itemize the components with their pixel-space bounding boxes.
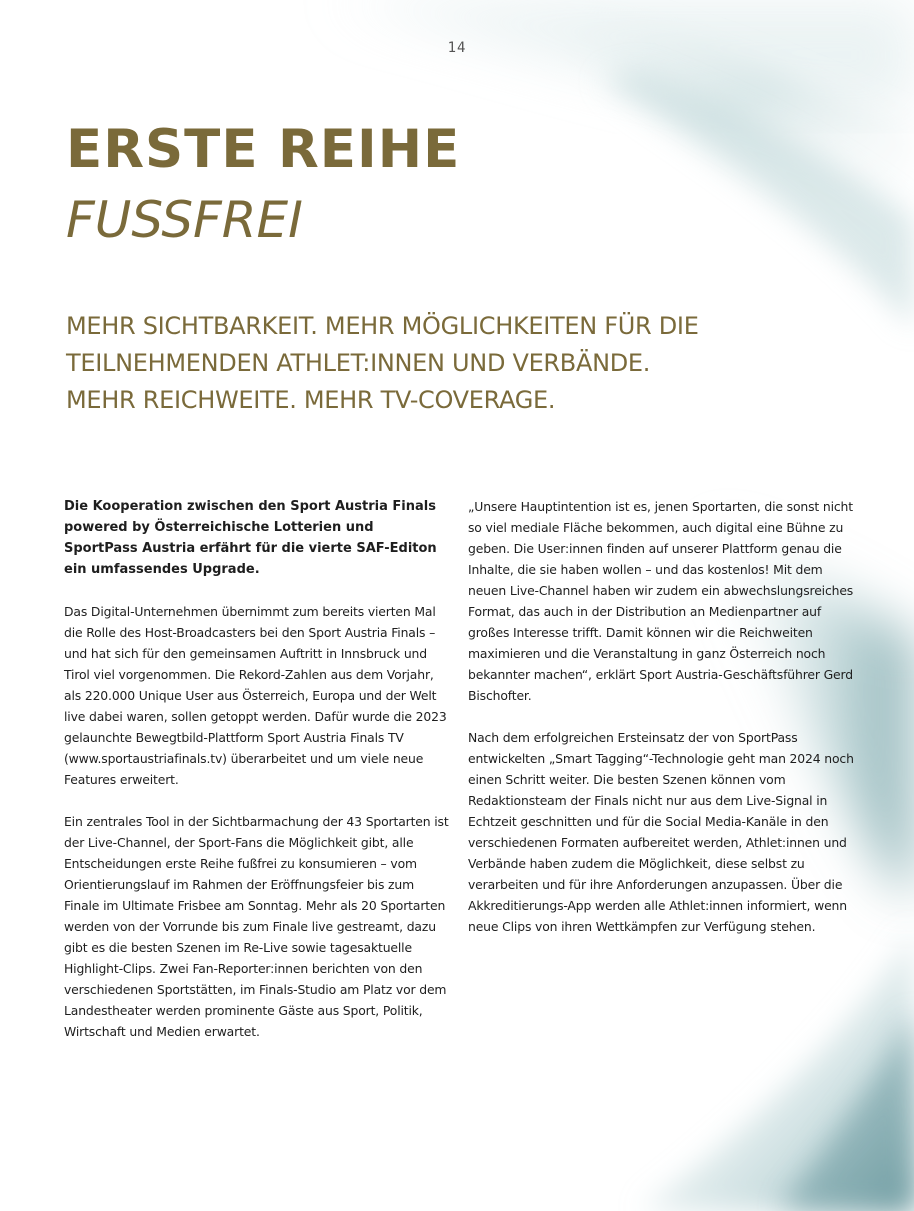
lead-line: MEHR REICHWEITE. MEHR TV-COVERAGE. bbox=[66, 386, 556, 414]
body-paragraph: Ein zentrales Tool in der Sichtbarmachung der 43 Sportarten ist der Live-Channel, der Sport-Fans die Möglichkeit gibt, alle Entscheidungen erste Reihe fußfrei zu konsumieren – vom Orientierungslauf im Rahmen der Eröffnungsfeier bis zum Finale im Ultimate Frisbee am Sonntag. Mehr als 20 Sportarten werden von der Vorrunde bis zum Finale live gestreamt, dazu gibt es die besten Szenen im Re-Live sowie tagesaktuelle Highlight-Clips. Zwei Fan-Reporter:innen berichten von den verschiedenen Sportstätten, im Finals-Studio am Platz vor dem Landestheater werden prominente Gäste aus Sport, Politik, Wirtschaft und Medien erwartet. bbox=[64, 814, 449, 1039]
lead-statement bbox=[66, 308, 826, 419]
left-column bbox=[64, 496, 450, 1063]
page-title: ERSTE REIHE bbox=[66, 119, 461, 180]
lead-line: MEHR SICHTBARKEIT. MEHR MÖGLICHKEITEN FÜR DIE bbox=[66, 312, 699, 340]
right-column bbox=[468, 496, 860, 958]
page-subtitle: FUSSFREI bbox=[66, 191, 303, 249]
intro-paragraph: Die Kooperation zwischen den Sport Austria Finals powered by Österreichische Lotterien und SportPass Austria erfährt für die vierte SAF-Editon ein umfassendes Upgrade. bbox=[64, 499, 437, 577]
page-number: 14 bbox=[447, 40, 467, 56]
body-paragraph: Das Digital-Unternehmen übernimmt zum bereits vierten Mal die Rolle des Host-Broadcasters bei den Sport Austria Finals – und hat sich für den gemeinsamen Auftritt in Innsbruck und Tirol viel vorgenommen. Die Rekord-Zahlen aus dem Vorjahr, als 220.000 Unique User aus Österreich, Europa und der Welt live dabei waren, sollen getoppt werden. Dafür wurde die 2023 gelaunchte Bewegtbild-Plattform Sport Austria Finals TV (www.sportaustriafinals.tv) überarbeitet und um viele neue Features erweitert. bbox=[64, 604, 447, 787]
body-paragraph: Nach dem erfolgreichen Ersteinsatz der von SportPass entwickelten „Smart Tagging“-Technologie geht man 2024 noch einen Schritt weiter. Die besten Szenen können vom Redaktionsteam der Finals nicht nur aus dem Live-Signal in Echtzeit geschnitten und für die Social Media-Kanäle in den verschiedenen Formaten aufbereitet werden, Athlet:innen und Verbände haben zudem die Möglichkeit, diese selbst zu verarbeiten und für ihre Anforderungen anzupassen. Über die Akkreditierungs-App werden alle Athlet:innen informiert, wenn neue Clips von ihren Wettkämpfen zur Verfügung stehen. bbox=[468, 730, 854, 934]
lead-line: TEILNEHMENDEN ATHLET:INNEN UND VERBÄNDE. bbox=[66, 349, 651, 377]
quote-paragraph: „Unsere Hauptintention ist es, jenen Sportarten, die sonst nicht so viel mediale Fläche bekommen, auch digital eine Bühne zu geben. Die User:innen finden auf unserer Plattform genau die Inhalte, die sie haben wollen – und das kostenlos! Mit dem neuen Live-Channel haben wir zudem ein abwechslungsreiches Format, das auch in der Distribution an Medienpartner auf großes Interesse trifft. Damit können wir die Reichweiten maximieren und die Veranstaltung in ganz Österreich noch bekannter machen“, erklärt Sport Austria-Geschäftsführer Gerd Bischofter. bbox=[468, 499, 854, 703]
